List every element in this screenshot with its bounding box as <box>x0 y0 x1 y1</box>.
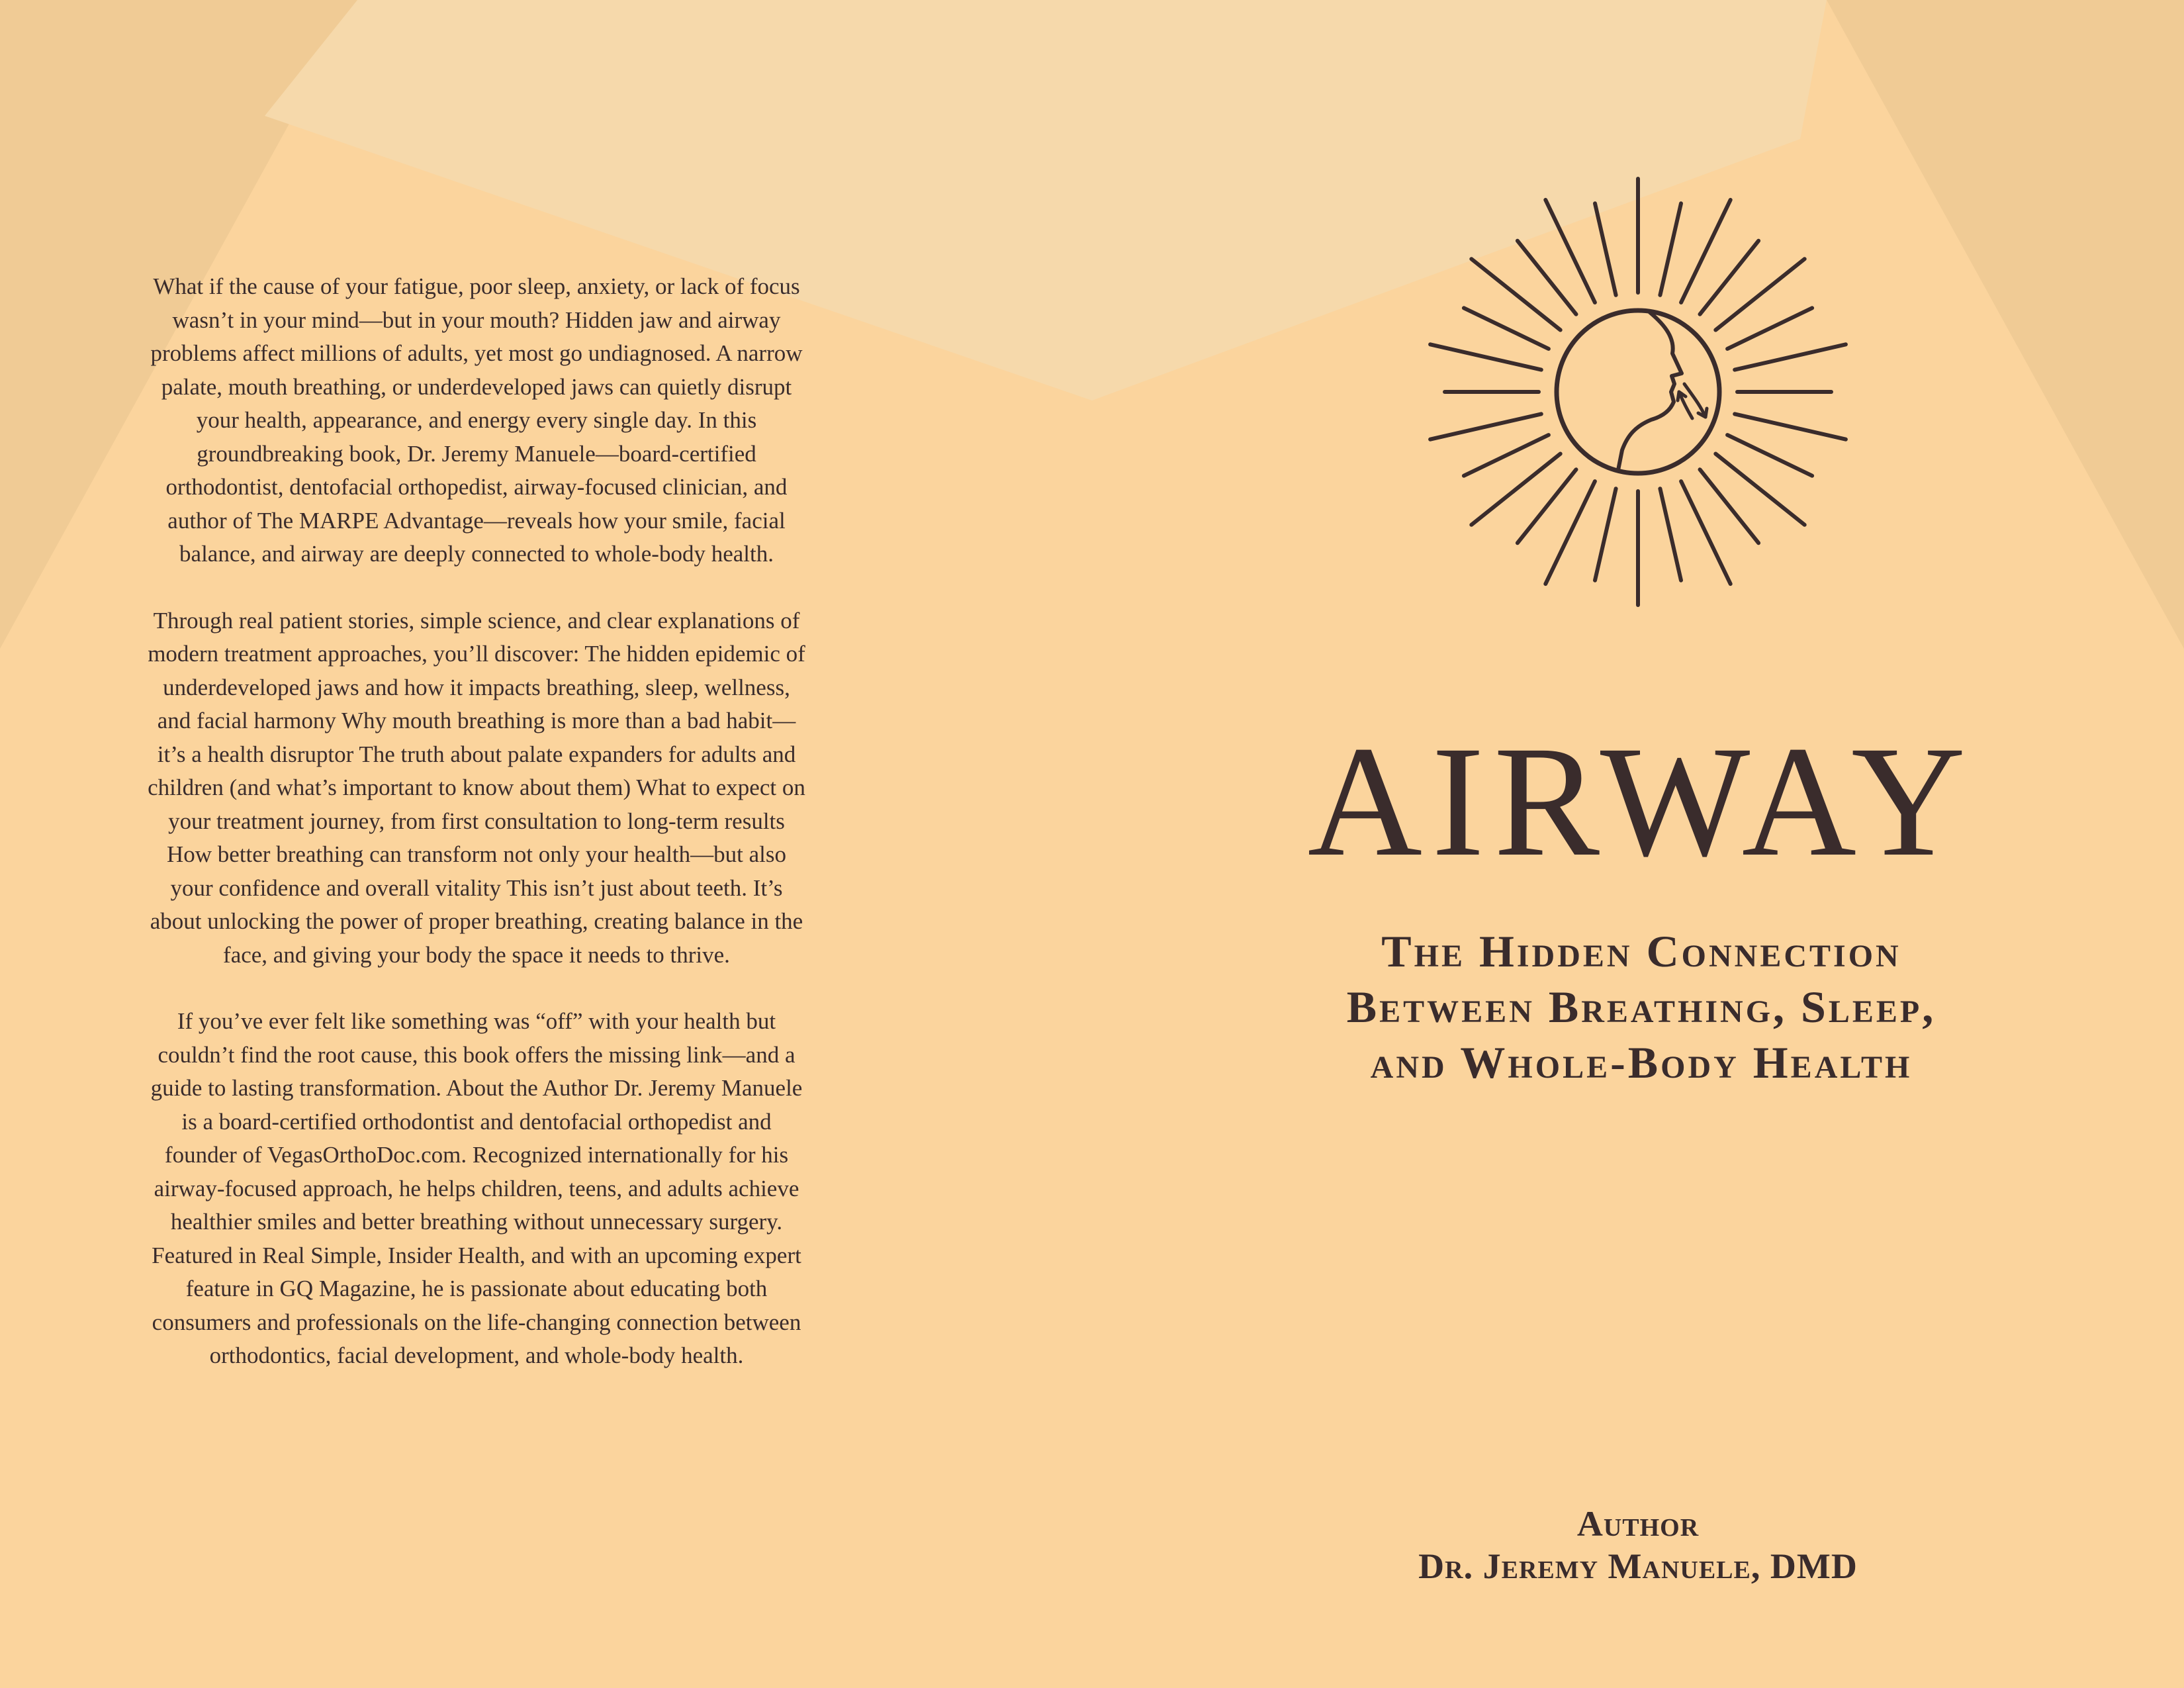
sun-ray <box>1430 414 1541 439</box>
sun-ray <box>1735 344 1846 369</box>
sun-ray <box>1595 489 1616 581</box>
sun-ray <box>1660 489 1681 581</box>
blurb-paragraph: Through real patient stories, simple science, and clear explanations of modern treatment approaches, you’ll discover: The hidden epidemic of underdeveloped jaws and how it impacts breathing, sleep, wellness, and facial harmony Why mouth breathing is more than a bad habit—it’s a health disruptor The truth about palate expanders for adults and children (and what’s important to know about them) What to expect on your treatment journey, from first consultation to long-term results How better breathing can transform not only your health—but also your confidence and overall vitality This isn’t just about teeth. It’s about unlocking the power of proper breathing, creating balance in the face, and giving your body the space it needs to thrive. <box>148 607 805 968</box>
sun-ray <box>1464 435 1549 476</box>
sun-rays <box>1430 179 1846 605</box>
face-profile <box>1618 312 1682 470</box>
author-label: Author <box>1576 1504 1700 1544</box>
author-name: Dr. Jeremy Manuele, DMD <box>1418 1546 1858 1586</box>
sun-ray <box>1595 203 1616 295</box>
sun-ray <box>1660 203 1681 295</box>
blurb-paragraph: If you’ve ever felt like something was “off” with your health but couldn’t find the root cause, this book offers the missing link—and a guide to lasting transformation. About the Author Dr. Jeremy Manuele is a board-certified orthodontist and dentofacial orthopedist and founder of VegasOrthoDoc.com. Recognized internationally for his airway-focused approach, he helps children, teens, and adults achieve healthier smiles and better breathing without unnecessary surgery. Featured in Real Simple, Insider Health, and with an upcoming expert feature in GQ Magazine, he is passionate about educating both consumers and professionals on the life-changing connection between orthodontics, facial development, and whole-body health. <box>150 1008 803 1368</box>
blurb-paragraph: What if the cause of your fatigue, poor sleep, anxiety, or lack of focus wasn’t in your mind—but in your mouth? Hidden jaw and airway problems affect millions of adults, yet most go undiagnosed. A narrow palate, mouth breathing, or underdeveloped jaws can quietly disrupt your health, appearance, and energy every single day. In this groundbreaking book, Dr. Jeremy Manuele—board-certified orthodontist, dentofacial orthopedist, airway-focused clinician, and author of The MARPE Advantage—reveals how your smile, facial balance, and airway are deeply connected to whole-body health. <box>150 273 803 567</box>
sun-ray <box>1735 414 1846 439</box>
book-title: AIRWAY <box>1307 713 1976 889</box>
subtitle-line: and Whole-Body Health <box>1370 1037 1913 1088</box>
subtitle-line: Between Breathing, Sleep, <box>1346 982 1936 1032</box>
book-subtitle <box>1224 923 2058 1090</box>
author-block <box>1324 1503 1952 1587</box>
face-circle <box>1557 310 1719 473</box>
sun-face-breathing-icon <box>1420 173 1856 610</box>
sun-ray <box>1727 308 1812 349</box>
back-cover-blurb <box>146 270 807 1406</box>
sun-ray <box>1430 344 1541 369</box>
subtitle-line: The Hidden Connection <box>1381 926 1901 976</box>
sun-ray <box>1464 308 1549 349</box>
sun-ray <box>1727 435 1812 476</box>
